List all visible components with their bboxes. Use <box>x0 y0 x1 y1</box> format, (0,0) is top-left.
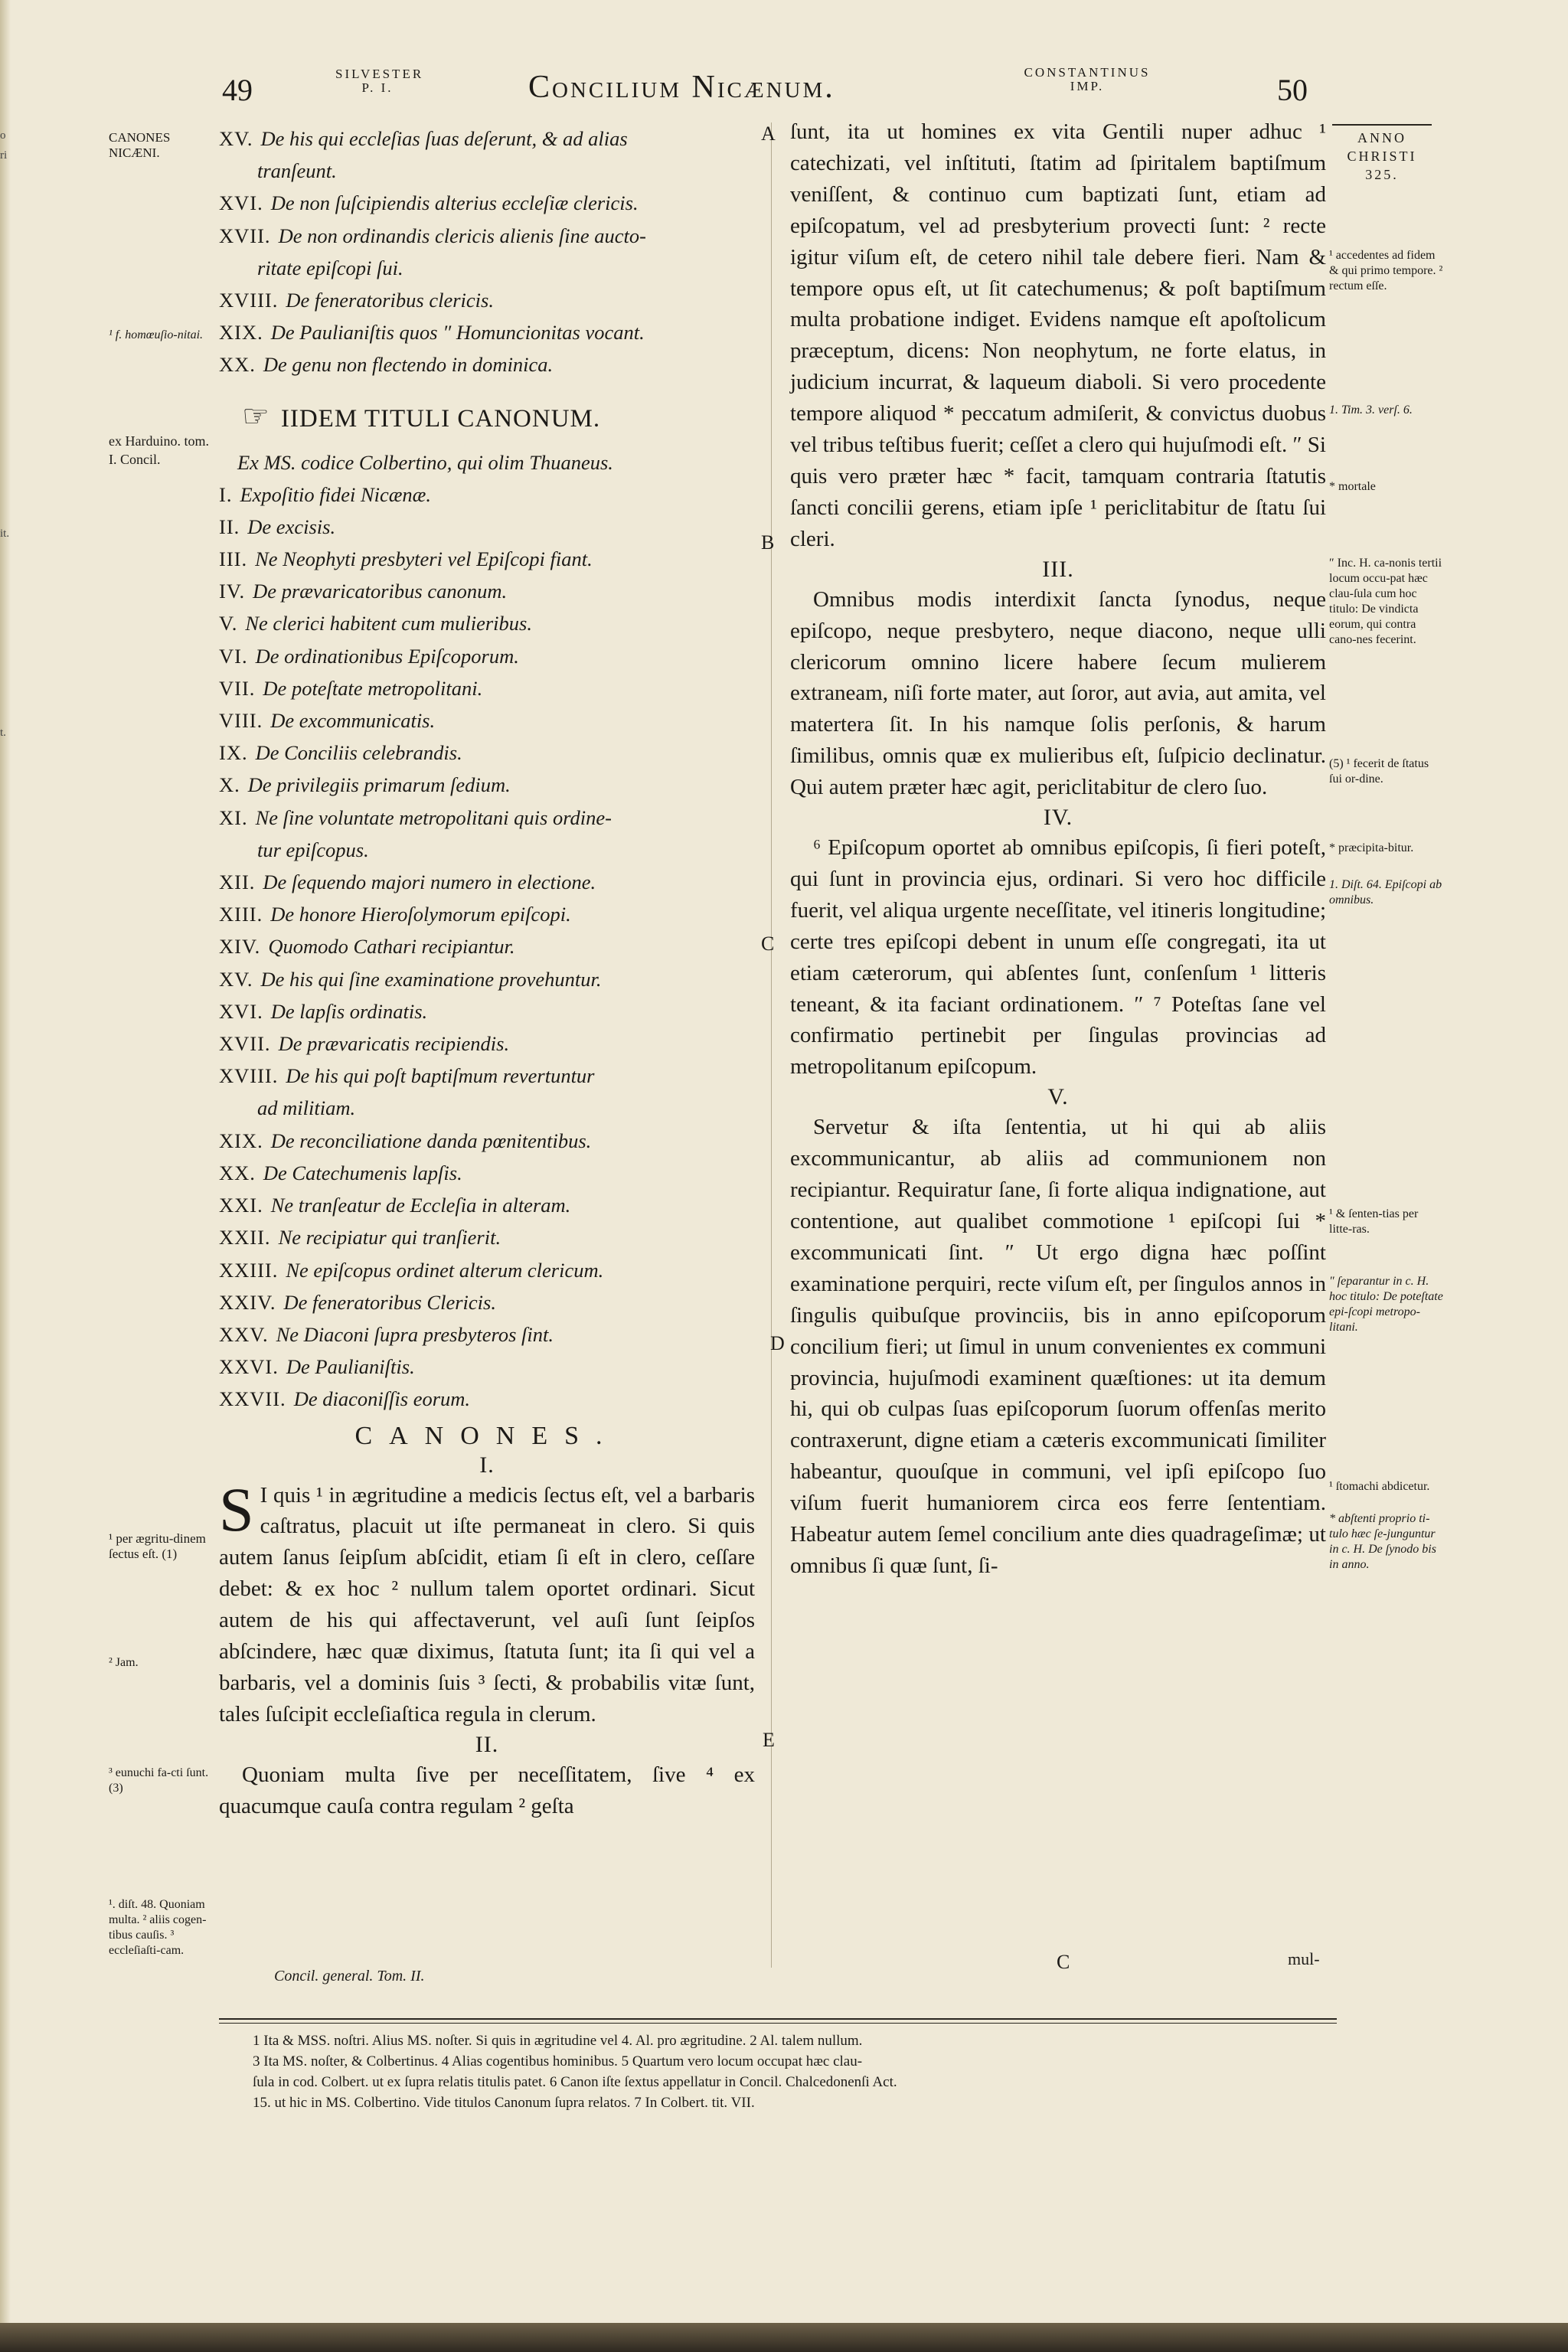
title-row: XVII. De non ordinandis clericis alienis ſine aucto- <box>219 224 646 247</box>
margin-mortale: * mortale <box>1329 480 1376 493</box>
title-row: X. De privilegiis primarum ſedium. <box>219 773 511 797</box>
title-row: XII. De ſequendo majori numero in electione. <box>219 871 596 894</box>
margin-fecerit: (5) ¹ fecerit de ſtatus ſui or-dine. <box>1329 757 1429 786</box>
canon-2-continued: ſunt, ita ut homines ex vita Gentili nuper adhuc ¹ catechizati, vel inſtituti, ſtatim ad ſpiritalem baptiſmum veniſſent, & continuo cum baptizati ſunt, etiam ad epiſcopatum, vel ad presbyterium provecti ſunt: ² recte igitur viſum eſt, de cetero nihil tale debere fieri. Nam & tempore opus eſt, ut ſit catechumenus; & poſt baptiſmum multa probatione indiget. Evidens namque eſt apoſtolicum præceptum, dicens: Non neophytum, ne forte elatus, in judicium incurrat, & laqueum diaboli. Si vero procedente tempore aliquod * peccatum admiſerit, & convictus duobus vel tribus teſtibus fuerit; ceſſet a clero qui hujuſmodi eſt. ″ Si quis vero præter hæc * facit, tamquam contraria ſtatutis ſancti concilii gerens, etiam ipſe ¹ periclitabitur de ſtatu ſui cleri. <box>790 119 1326 551</box>
canon-number-5: V. <box>1047 1084 1069 1110</box>
title-row: VI. De ordinationibus Epiſcoporum. <box>219 644 519 668</box>
title-row: XIX. De reconciliatione danda pœnitentibus. <box>219 1129 592 1152</box>
footnote-rule-2 <box>219 2023 1337 2024</box>
pope-heading: SILVESTER P. I. <box>335 67 424 95</box>
title-row: XXIII. Ne epiſcopus ordinet alterum clericum. <box>219 1258 604 1282</box>
titles-list <box>219 479 755 1416</box>
margin-praecipitabitur: * præcipita-bitur. <box>1329 841 1414 854</box>
title-row: XX. De genu non flectendo in dominica. <box>219 353 554 377</box>
title-row: XVI. De lapſis ordinatis. <box>219 999 428 1023</box>
canon-1-text: S I quis ¹ in ægritudine a medicis ſectus eſt, vel a barbaris caſtratus, placuit ut iſte permaneat in clero. Si quis autem ſanus ſeipſum abſcidit, etiam ſi eſt in clero, ceſſare debet: & ex hoc ² nullum talem oportet ordinari. Sicut autem de his qui affectaverunt, vel auſi ſunt ſeipſos abſcindere, hæc quæ diximus, ſtatuta ſunt; ita ſi qui vel a barbaris, vel a dominis ſuis ³ ſecti, & probabilis vitæ ſunt, tales ſuſcipit eccleſiaſtica regula in clerum. <box>219 1474 755 1726</box>
title-row: XXVI. De Paulianiſtis. <box>219 1355 415 1379</box>
title-row: VIII. De excommunicatis. <box>219 709 436 733</box>
anno-christi: ANNO CHRISTI 325. <box>1332 124 1432 184</box>
title-row: XVII. De prævaricatis recipiendis. <box>219 1032 510 1056</box>
title-row-cont: ad militiam. <box>257 1096 356 1120</box>
title-row: XVIII. De his qui poſt baptiſmum revertuntur <box>219 1064 595 1088</box>
margin-eunuchi: ³ eunuchi fa-cti ſunt. (3) <box>109 1766 209 1795</box>
title-row: I. Expoſitio fidei Nicænæ. <box>219 482 431 506</box>
left-column <box>219 122 755 1822</box>
margin-aegritudine: ¹ per ægritu-dinem ſectus eſt. (1) <box>109 1531 206 1561</box>
title-row: XX. De Catechumenis lapſis. <box>219 1161 462 1184</box>
canon-number-4: IV. <box>1043 805 1073 831</box>
margin-inc: ″ Inc. H. ca-nonis tertii locum occu-pat hæc clau-ſula cum hoc titulo: De vindicta eorum, qui contra cano-nes fecerint. <box>1329 557 1442 646</box>
canones-heading: CANONES. <box>354 1421 619 1450</box>
column-separator <box>771 122 772 1968</box>
title-row-cont: tur epiſcopus. <box>257 838 369 861</box>
title-row: V. Ne clerici habitent cum mulieribus. <box>219 612 532 635</box>
title-row: XIV. Quomodo Cathari recipiantur. <box>219 935 515 959</box>
canon-number-2: II. <box>475 1731 499 1757</box>
footnotes <box>253 2030 1325 2113</box>
margin-separantur: ″ ſeparantur in c. H. hoc titulo: De poteſtate epi-ſcopi metropo-litani. <box>1329 1275 1443 1334</box>
title-row: XV. De his qui ſine examinatione provehuntur. <box>219 967 602 991</box>
emperor-heading: CONSTANTINUS IMP. <box>1024 65 1151 93</box>
canon-2-text: Quoniam multa ſive per neceſſitatem, ſive ⁴ ex quacumque cauſa contra regulam ² geſta <box>219 1762 755 1818</box>
catchword: mul- <box>1288 1949 1320 1968</box>
margin-abstenti: * abſtenti proprio ti-tulo hæc ſe-junguntur in c. H. De ſynodo bis in anno. <box>1329 1512 1436 1571</box>
title-row: XXIV. De feneratoribus Clericis. <box>219 1290 496 1314</box>
margin-homousion: ¹ f. homœuſio-nitai. <box>109 328 204 341</box>
margin-canones-niceni: CANONES NICÆNI. <box>109 130 171 160</box>
title-row: IX. De Conciliis celebrandis. <box>219 741 462 765</box>
title-row: XVI. De non ſuſcipiendis alterius eccleſiæ clericis. <box>219 191 639 215</box>
title-row: XXI. Ne tranſeatur de Eccleſia in alteram. <box>219 1194 571 1217</box>
gutter-fragment: o ri it. t. <box>0 0 11 2323</box>
canon-5-text: Servetur & iſta ſententia, ut hi qui ab aliis excommunicantur, ab aliis ad communionem non recipiantur. Requiratur ſane, ſi forte aliqua indignatione, aut contentione, aut qualibet commotione ¹ epiſcopi ſui * excommunicati ſint. ″ Ut ergo digna hæc poſſint examinatione perquiri, recte viſum eſt, per ſingulos annos in ſingulis quibuſque provinciis, bis in anno epiſcoporum concilium fieri; ut ſimul in unum convenientes ex communi provincia, hujuſmodi examinent quæſtiones: ut ita demum hi, qui ob culpas ſuas epiſcoporum ſuorum offenſas merito contraxerunt, digne etiam a cæteris excommunicati ſimiliter habeantur, quouſque in communi, vel ipſi epiſcopo ſuo viſum fuerit humaniorem circa eos ferre ſententiam. Habeatur autem ſemel concilium ante dies quadrageſimæ; ut omnibus ſi quæ ſunt, ſi- <box>790 1115 1326 1578</box>
margin-sententias: ¹ & ſenten-tias per litte-ras. <box>1329 1207 1419 1236</box>
canon-number-1: I. <box>479 1452 495 1478</box>
footnote-line: 15. ut hic in MS. Colbertino. Vide titulos Canonum ſupra relatos. 7 In Colbert. tit. VII. <box>253 2095 755 2111</box>
footnote-line: ſula in cod. Colbert. ut ex ſupra relatis titulis patet. 6 Canon iſte ſextus appellatur in Concil. Chalcedonenſi Act. <box>253 2074 897 2090</box>
title-row: XIII. De honore Hieroſolymorum epiſcopi. <box>219 903 571 926</box>
margin-tim: 1. Tim. 3. verſ. 6. <box>1329 403 1413 416</box>
section-letter-d: D <box>770 1332 785 1354</box>
subheading-iidem-tituli: ☞ IIDEM TITULI CANONUM. <box>242 398 601 433</box>
title-row: XV. De his qui eccleſias ſuas deſerunt, & ad alias <box>219 127 628 150</box>
title-row: XXII. Ne recipiatur qui tranſierit. <box>219 1226 501 1250</box>
margin-jam: ² Jam. <box>109 1656 139 1669</box>
source-note: Ex MS. codice Colbertino, qui olim Thuaneus. <box>237 450 613 474</box>
canon-number-3: III. <box>1042 556 1074 582</box>
title-row: XXVII. De diaconiſſis eorum. <box>219 1387 471 1411</box>
title-row: II. De excisis. <box>219 514 336 538</box>
margin-dist64: 1. Diſt. 64. Epiſcopi ab omnibus. <box>1329 878 1442 906</box>
footnote-line: 3 Ita MS. noſter, & Colbertinus. 4 Alias cogentibus hominibus. 5 Quartum vero locum occupat hæc clau- <box>253 2053 863 2069</box>
footnote-line: 1 Ita & MSS. noſtri. Alius MS. noſter. Si quis in ægritudine vel 4. Al. pro ægritudine. 2 Al. talem nullum. <box>253 2033 863 2049</box>
signature-letter-c: C <box>1057 1951 1070 1973</box>
title-row: IV. De prævaricatoribus canonum. <box>219 580 508 603</box>
pointing-hand-icon: ☞ <box>242 398 270 433</box>
margin-dist48: ¹. diſt. 48. Quoniam multa. ² aliis cogen-tibus cauſis. ³ eccleſiaſti-cam. <box>109 1898 207 1957</box>
signature-line: Concil. general. Tom. II. <box>274 1968 425 1984</box>
canon-4-text: ⁶ Epiſcopum oportet ab omnibus epiſcopis, ſi fieri poteſt, qui ſunt in provincia ejus, ordinari. Si vero hoc difficile fuerit, vel aliqua urgente neceſſitate, vel itineris longitudine; certe tres epiſcopi debent in unum eſſe congregati, ita ut etiam cæterorum, qui abſentes ſunt, conſenſum ¹ litteris teneant, & ita faciant ordinationem. ″ ⁷ Poteſtas ſane vel confirmatio pertinebit per ſingulas provincias ad metropolitanum epiſcopum. <box>790 835 1326 1080</box>
footnote-rule <box>219 2018 1337 2020</box>
drop-cap: S <box>219 1474 254 1544</box>
titles-top <box>219 122 755 381</box>
section-letter-a: A <box>761 122 776 145</box>
section-letter-c: C <box>761 933 775 955</box>
page-number-right: 50 <box>1277 73 1308 107</box>
canon-3-text: Omnibus modis interdixit ſancta ſynodus, neque epiſcopo, neque presbytero, neque diacono, neque ulli clericorum omnino licere habere ſecum mulierem extraneam, niſi forte mater, aut ſoror, aut avia, aut amita, vel matertera ſit. In his namque ſolis perſonis, & harum ſimilibus, omnis quæ ex mulieribus eſt, ſuſpicio declinatur. Qui autem præter hæc agit, periclitabitur de clero ſuo. <box>790 586 1326 800</box>
title-row: XI. Ne ſine voluntate metropolitani quis ordine- <box>219 805 612 829</box>
title-row-cont: tranſeunt. <box>257 159 337 183</box>
title-row: XIX. De Paulianiſtis quos ″ Homuncionitas vocant. <box>219 321 645 345</box>
margin-harduino: ex Harduino. tom. I. Concil. <box>109 433 209 467</box>
section-letter-e: E <box>763 1729 775 1751</box>
title-row-cont: ritate epiſcopi ſui. <box>257 256 403 279</box>
page-number-left: 49 <box>222 73 253 107</box>
title-row: XVIII. De feneratoribus clericis. <box>219 289 494 312</box>
margin-stomachi: ¹ ſtomachi abdicetur. <box>1329 1480 1430 1493</box>
right-column <box>790 116 1326 1582</box>
title-row: VII. De poteſtate metropolitani. <box>219 676 483 700</box>
title-row: XXV. Ne Diaconi ſupra presbyteros ſint. <box>219 1322 554 1346</box>
section-letter-b: B <box>761 531 775 554</box>
margin-accedentes: ¹ accedentes ad fidem & qui primo tempore. ² rectum eſſe. <box>1329 249 1443 292</box>
title-row: III. Ne Neophyti presbyteri vel Epiſcopi fiant. <box>219 547 593 571</box>
running-title: Concilium Nicænum. <box>528 70 835 105</box>
